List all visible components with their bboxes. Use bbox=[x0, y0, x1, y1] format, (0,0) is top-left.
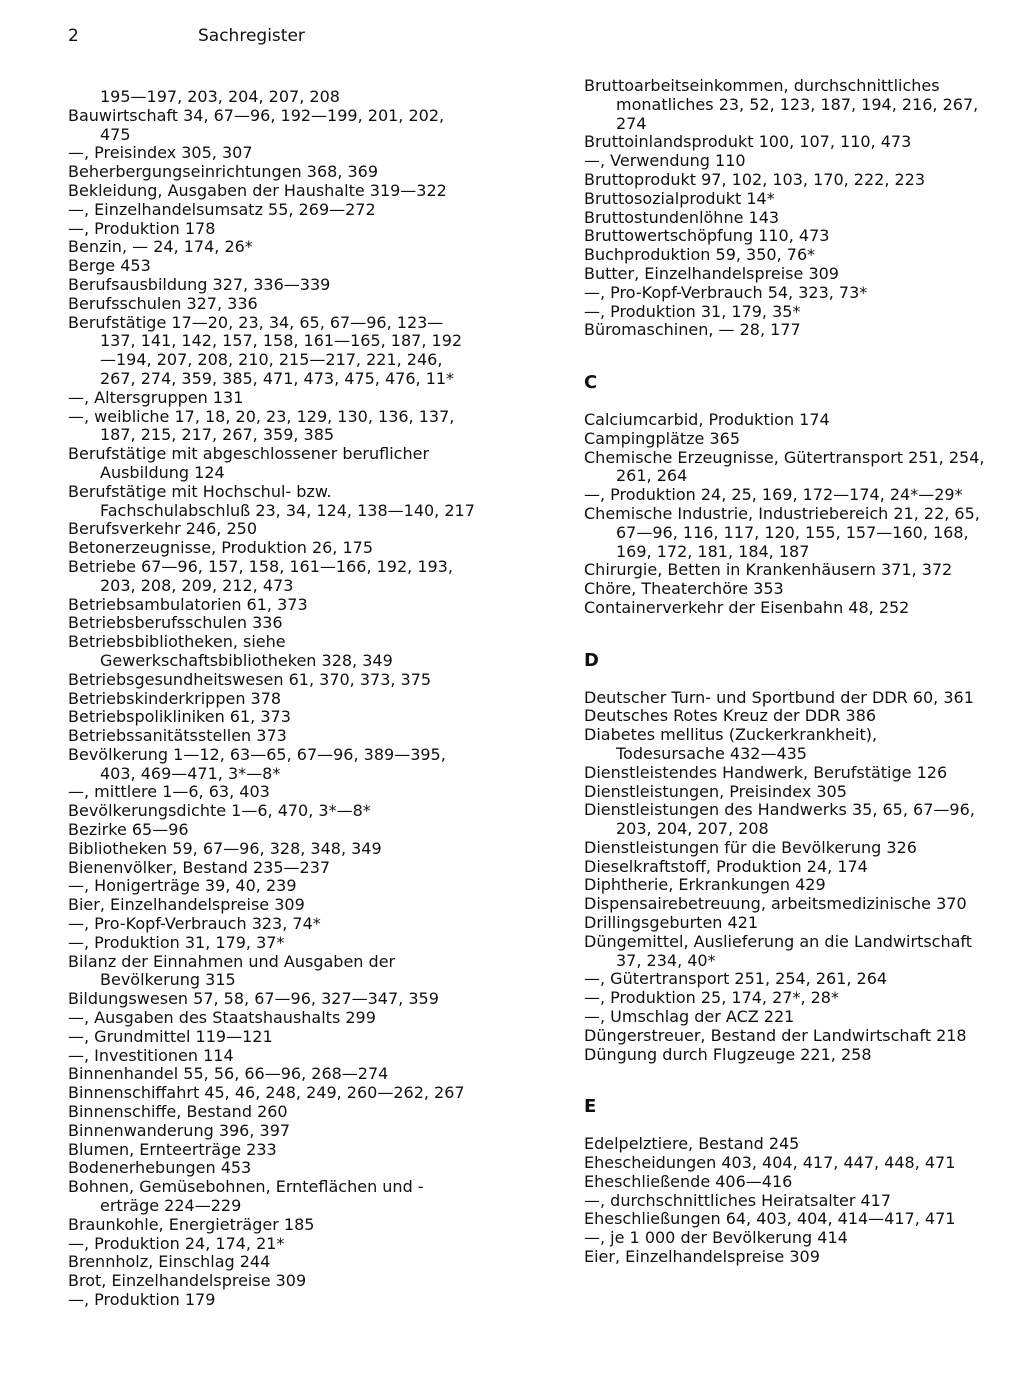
index-entry: Blumen, Ernteerträge 233 bbox=[68, 1139, 277, 1159]
index-entry: Düngemittel, Auslieferung an die Landwirtschaft 37, 234, 40* bbox=[584, 931, 973, 970]
section-letter: E bbox=[584, 1096, 597, 1118]
index-entry: Düngung durch Flugzeuge 221, 258 bbox=[584, 1044, 872, 1064]
page-number: 2 bbox=[68, 26, 79, 46]
index-entry: Bier, Einzelhandelspreise 309 bbox=[68, 895, 305, 915]
index-entry: Bekleidung, Ausgaben der Haushalte 319—322 bbox=[68, 180, 447, 200]
page-title: Sachregister bbox=[198, 26, 305, 46]
index-entry: Bezirke 65—96 bbox=[68, 820, 189, 840]
index-entry: —, Produktion 31, 179, 37* bbox=[68, 932, 285, 952]
index-entry: —, mittlere 1—6, 63, 403 bbox=[68, 782, 270, 802]
index-entry: —, Grundmittel 119—121 bbox=[68, 1026, 273, 1046]
index-entry: 195—197, 203, 204, 207, 208 bbox=[100, 87, 340, 106]
index-column-right bbox=[584, 77, 986, 1267]
index-entry: Düngerstreuer, Bestand der Landwirtschaft 218 bbox=[584, 1025, 967, 1045]
section-letter: C bbox=[584, 372, 598, 394]
index-entry: —, Preisindex 305, 307 bbox=[68, 143, 253, 163]
index-entry: Betriebe 67—96, 157, 158, 161—166, 192, 193, 203, 208, 209, 212, 473 bbox=[68, 556, 453, 595]
index-entry: Bilanz der Einnahmen und Ausgaben der Bevölkerung 315 bbox=[68, 951, 396, 990]
index-entry: —, durchschnittliches Heiratsalter 417 bbox=[584, 1190, 892, 1210]
index-section-e bbox=[584, 1098, 986, 1266]
index-entry: Bienenvölker, Bestand 235—237 bbox=[68, 857, 331, 877]
index-entry: —, Ausgaben des Staatshaushalts 299 bbox=[68, 1008, 376, 1028]
index-entry: Berufstätige mit Hochschul- bzw. Fachschulabschluß 23, 34, 124, 138—140, 217 bbox=[68, 481, 475, 520]
index-entry: Betriebsgesundheitswesen 61, 370, 373, 375 bbox=[68, 669, 432, 689]
index-entry: Berge 453 bbox=[68, 256, 151, 276]
index-entry: Benzin, — 24, 174, 26* bbox=[68, 237, 253, 257]
index-section-d bbox=[584, 649, 986, 1065]
index-entry: Bauwirtschaft 34, 67—96, 192—199, 201, 202, 475 bbox=[68, 105, 445, 144]
index-entry: Berufsschulen 327, 336 bbox=[68, 293, 258, 313]
index-entry: Brot, Einzelhandelspreise 309 bbox=[68, 1271, 307, 1291]
index-entry: Deutscher Turn- und Sportbund der DDR 60, 361 bbox=[584, 687, 974, 707]
index-entry: Dienstleistendes Handwerk, Berufstätige 126 bbox=[584, 762, 948, 782]
index-entry: Büromaschinen, — 28, 177 bbox=[584, 320, 801, 340]
index-entry: Berufsverkehr 246, 250 bbox=[68, 519, 257, 539]
index-sections bbox=[584, 374, 986, 1267]
index-entry: Butter, Einzelhandelspreise 309 bbox=[584, 263, 839, 283]
index-entry: Chöre, Theaterchöre 353 bbox=[584, 579, 784, 599]
index-entry: Bruttoarbeitseinkommen, durchschnittliches monatliches 23, 52, 123, 187, 194, 216, 267, 274 bbox=[584, 76, 979, 133]
index-entry: Beherbergungseinrichtungen 368, 369 bbox=[68, 162, 379, 182]
index-entry: Eier, Einzelhandelspreise 309 bbox=[584, 1247, 820, 1267]
index-entry: —, Produktion 179 bbox=[68, 1290, 216, 1309]
index-entry: —, Produktion 24, 25, 169, 172—174, 24*—29* bbox=[584, 485, 963, 505]
index-entry: —, weibliche 17, 18, 20, 23, 129, 130, 136, 137, 187, 215, 217, 267, 359, 385 bbox=[68, 406, 455, 445]
index-entry: Diphtherie, Erkrankungen 429 bbox=[584, 875, 826, 895]
index-entry: Campingplätze 365 bbox=[584, 428, 741, 448]
index-entry: Bodenerhebungen 453 bbox=[68, 1158, 252, 1178]
index-entry: Edelpelztiere, Bestand 245 bbox=[584, 1134, 800, 1154]
index-entry: Bevölkerungsdichte 1—6, 470, 3*—8* bbox=[68, 801, 371, 821]
index-entry: Bohnen, Gemüsebohnen, Ernteflächen und -erträge 224—229 bbox=[68, 1177, 424, 1216]
index-entry: Bevölkerung 1—12, 63—65, 67—96, 389—395, 403, 469—471, 3*—8* bbox=[68, 744, 446, 783]
index-entry: Ehescheidungen 403, 404, 417, 447, 448, 471 bbox=[584, 1153, 956, 1173]
index-entry: Drillingsgeburten 421 bbox=[584, 913, 759, 933]
index-entry: Binnenhandel 55, 56, 66—96, 268—274 bbox=[68, 1064, 389, 1084]
index-entry: Betriebskinderkrippen 378 bbox=[68, 688, 282, 708]
index-entry: Deutsches Rotes Kreuz der DDR 386 bbox=[584, 706, 877, 726]
index-entry: —, Honigerträge 39, 40, 239 bbox=[68, 876, 297, 896]
index-entry: Dienstleistungen für die Bevölkerung 326 bbox=[584, 837, 917, 857]
index-entry: Binnenschiffe, Bestand 260 bbox=[68, 1102, 288, 1122]
index-entry: Bruttoprodukt 97, 102, 103, 170, 222, 223 bbox=[584, 169, 926, 189]
index-entry: Chirurgie, Betten in Krankenhäusern 371, 372 bbox=[584, 560, 953, 580]
index-entry: Betonerzeugnisse, Produktion 26, 175 bbox=[68, 538, 374, 558]
index-entry: —, Pro-Kopf-Verbrauch 54, 323, 73* bbox=[584, 282, 868, 302]
index-entry: Buchproduktion 59, 350, 76* bbox=[584, 245, 816, 265]
index-entry: Dispensairebetreuung, arbeitsmedizinische 370 bbox=[584, 894, 967, 914]
index-section-c bbox=[584, 374, 986, 618]
index-entry: Calciumcarbid, Produktion 174 bbox=[584, 409, 830, 429]
index-entry: Bruttoinlandsprodukt 100, 107, 110, 473 bbox=[584, 132, 912, 152]
index-entry: Betriebspolikliniken 61, 373 bbox=[68, 707, 291, 727]
index-entry: Berufstätige 17—20, 23, 34, 65, 67—96, 123—137, 141, 142, 157, 158, 161—165, 187, 192—194, 207, 208, 210, 215—217, 221, 246, 267, 274, 359, 385, 471, 473, 475, 476, 11* bbox=[68, 312, 463, 388]
index-entry: Eheschließende 406—416 bbox=[584, 1171, 793, 1191]
index-entry: Betriebssanitätsstellen 373 bbox=[68, 726, 287, 746]
index-entry: —, Einzelhandelsumsatz 55, 269—272 bbox=[68, 199, 376, 219]
index-entry: Bruttosozialprodukt 14* bbox=[584, 188, 775, 208]
index-entry: Betriebsambulatorien 61, 373 bbox=[68, 594, 308, 614]
index-entry: Containerverkehr der Eisenbahn 48, 252 bbox=[584, 597, 910, 617]
index-entry: Bruttowertschöpfung 110, 473 bbox=[584, 226, 830, 246]
index-entry: Bruttostundenlöhne 143 bbox=[584, 207, 780, 227]
index-entry: —, Gütertransport 251, 254, 261, 264 bbox=[584, 969, 888, 989]
index-entry: Eheschließungen 64, 403, 404, 414—417, 471 bbox=[584, 1209, 956, 1229]
index-entry: —, Produktion 31, 179, 35* bbox=[584, 301, 801, 321]
index-entry: Betriebsbibliotheken, siehe Gewerkschaftsbibliotheken 328, 349 bbox=[68, 632, 393, 670]
index-entry: Binnenwanderung 396, 397 bbox=[68, 1120, 291, 1140]
index-entry: —, Investitionen 114 bbox=[68, 1045, 234, 1065]
index-entry: Betriebsberufsschulen 336 bbox=[68, 613, 283, 633]
index-entry: —, Produktion 178 bbox=[68, 218, 216, 238]
index-entry: —, je 1 000 der Bevölkerung 414 bbox=[584, 1228, 848, 1248]
index-entry: —, Produktion 25, 174, 27*, 28* bbox=[584, 988, 839, 1008]
index-entry: Chemische Erzeugnisse, Gütertransport 251, 254, 261, 264 bbox=[584, 447, 985, 486]
index-entry: —, Umschlag der ACZ 221 bbox=[584, 1007, 795, 1027]
index-entry: Dienstleistungen, Preisindex 305 bbox=[584, 781, 847, 801]
index-entry: Braunkohle, Energieträger 185 bbox=[68, 1214, 315, 1234]
index-entry: Chemische Industrie, Industriebereich 21, 22, 65, 67—96, 116, 117, 120, 155, 157—160, 168, 169, 172, 181, 184, 187 bbox=[584, 503, 980, 561]
index-entry: Binnenschiffahrt 45, 46, 248, 249, 260—262, 267 bbox=[68, 1083, 465, 1103]
index-entry: Dieselkraftstoff, Produktion 24, 174 bbox=[584, 856, 868, 876]
index-column-left bbox=[68, 88, 478, 1310]
index-entry: Berufsausbildung 327, 336—339 bbox=[68, 274, 331, 294]
index-entry: Brennholz, Einschlag 244 bbox=[68, 1252, 271, 1272]
index-entry: Berufstätige mit abgeschlossener beruflicher Ausbildung 124 bbox=[68, 444, 430, 482]
index-entry: —, Pro-Kopf-Verbrauch 323, 74* bbox=[68, 914, 321, 934]
index-entry: —, Produktion 24, 174, 21* bbox=[68, 1233, 285, 1253]
index-entry: Dienstleistungen des Handwerks 35, 65, 67—96, 203, 204, 207, 208 bbox=[584, 800, 975, 839]
index-section-b bbox=[584, 77, 986, 340]
index-entry: Bibliotheken 59, 67—96, 328, 348, 349 bbox=[68, 838, 382, 858]
section-letter: D bbox=[584, 649, 599, 671]
index-entry: —, Altersgruppen 131 bbox=[68, 387, 244, 407]
index-entry: Bildungswesen 57, 58, 67—96, 327—347, 359 bbox=[68, 989, 439, 1009]
index-entry: Diabetes mellitus (Zuckerkrankheit), Todesursache 432—435 bbox=[584, 725, 878, 763]
index-entry: —, Verwendung 110 bbox=[584, 151, 746, 171]
